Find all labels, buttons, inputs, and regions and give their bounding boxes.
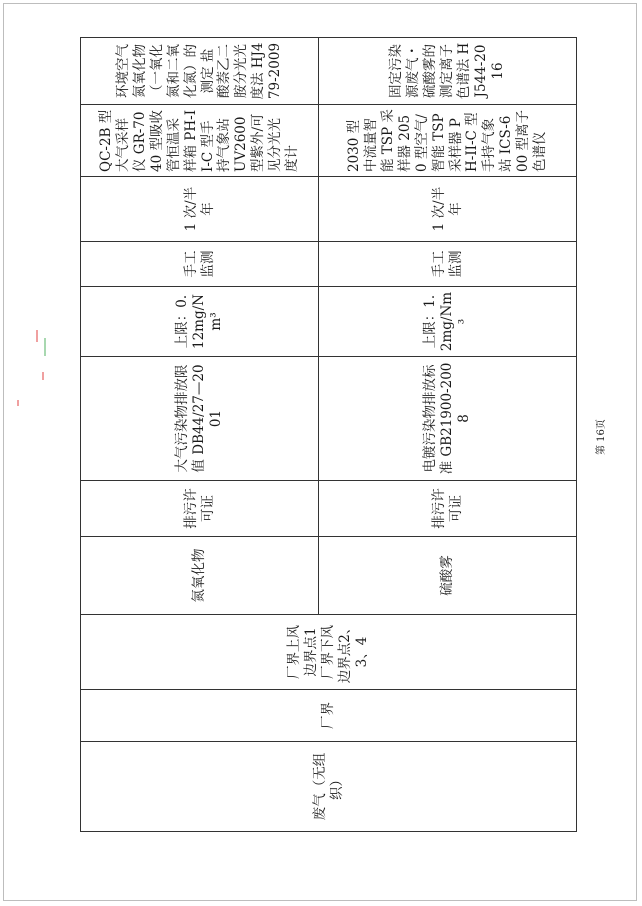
analysis-cell: 环境空气氮氧化物（一氧化氮和二氧化氮）的测定 盐酸萘乙二胺分光光度法 HJ479-2009 — [81, 38, 319, 105]
basis-cell: 排污许可证 — [319, 481, 577, 537]
pollutant-cell: 氮氧化物 — [81, 537, 319, 615]
monitoring-table — [80, 37, 577, 832]
limit-cell: 上限：0.12mg/Nm³ — [81, 287, 319, 357]
standard-cell: 大气污染物排放限值 DB44/27—2001 — [81, 357, 319, 481]
standard-cell: 电镀污染物排放标准 GB21900-2008 — [319, 357, 577, 481]
table-row — [81, 38, 319, 832]
rotated-table-container — [80, 38, 576, 832]
scan-mark — [42, 372, 44, 380]
scan-mark — [17, 400, 19, 406]
method-cell: 手工监测 — [319, 242, 577, 287]
frequency-cell: 1 次/半年 — [319, 177, 577, 242]
instrument-cell: 2030 型中流量智能 TSP 采样器 2050 型空气/智能 TSP 采样器 PH-II-C 型手持气象站 ICS-600 型离子色谱仪 — [319, 105, 577, 177]
analysis-cell: 固定污染源废气・硫酸雾的测定离子色谱法 HJ544-2016 — [319, 38, 577, 105]
basis-cell: 排污许可证 — [81, 481, 319, 537]
scan-mark — [44, 338, 46, 356]
instrument-cell: QC-2B 型大气采样仪 GR-7040 型吸收管恒温采样箱 PH-II-C 型手持气象站 UV2600 型紫外/可见分光光度计 — [81, 105, 319, 177]
frequency-cell: 1 次/半年 — [81, 177, 319, 242]
location-cell: 厂界 — [81, 690, 577, 742]
method-cell: 手工监测 — [81, 242, 319, 287]
points-cell: 厂界上风边界点1 厂界下风边界点2、3、4 — [81, 615, 577, 690]
scan-mark — [36, 330, 38, 342]
pollutant-cell: 硫酸雾 — [319, 537, 577, 615]
limit-cell: 上限：1.2mg/Nm³ — [319, 287, 577, 357]
page-number: 第 16页 — [596, 419, 607, 455]
category-cell: 废气（无组织） — [81, 742, 577, 832]
